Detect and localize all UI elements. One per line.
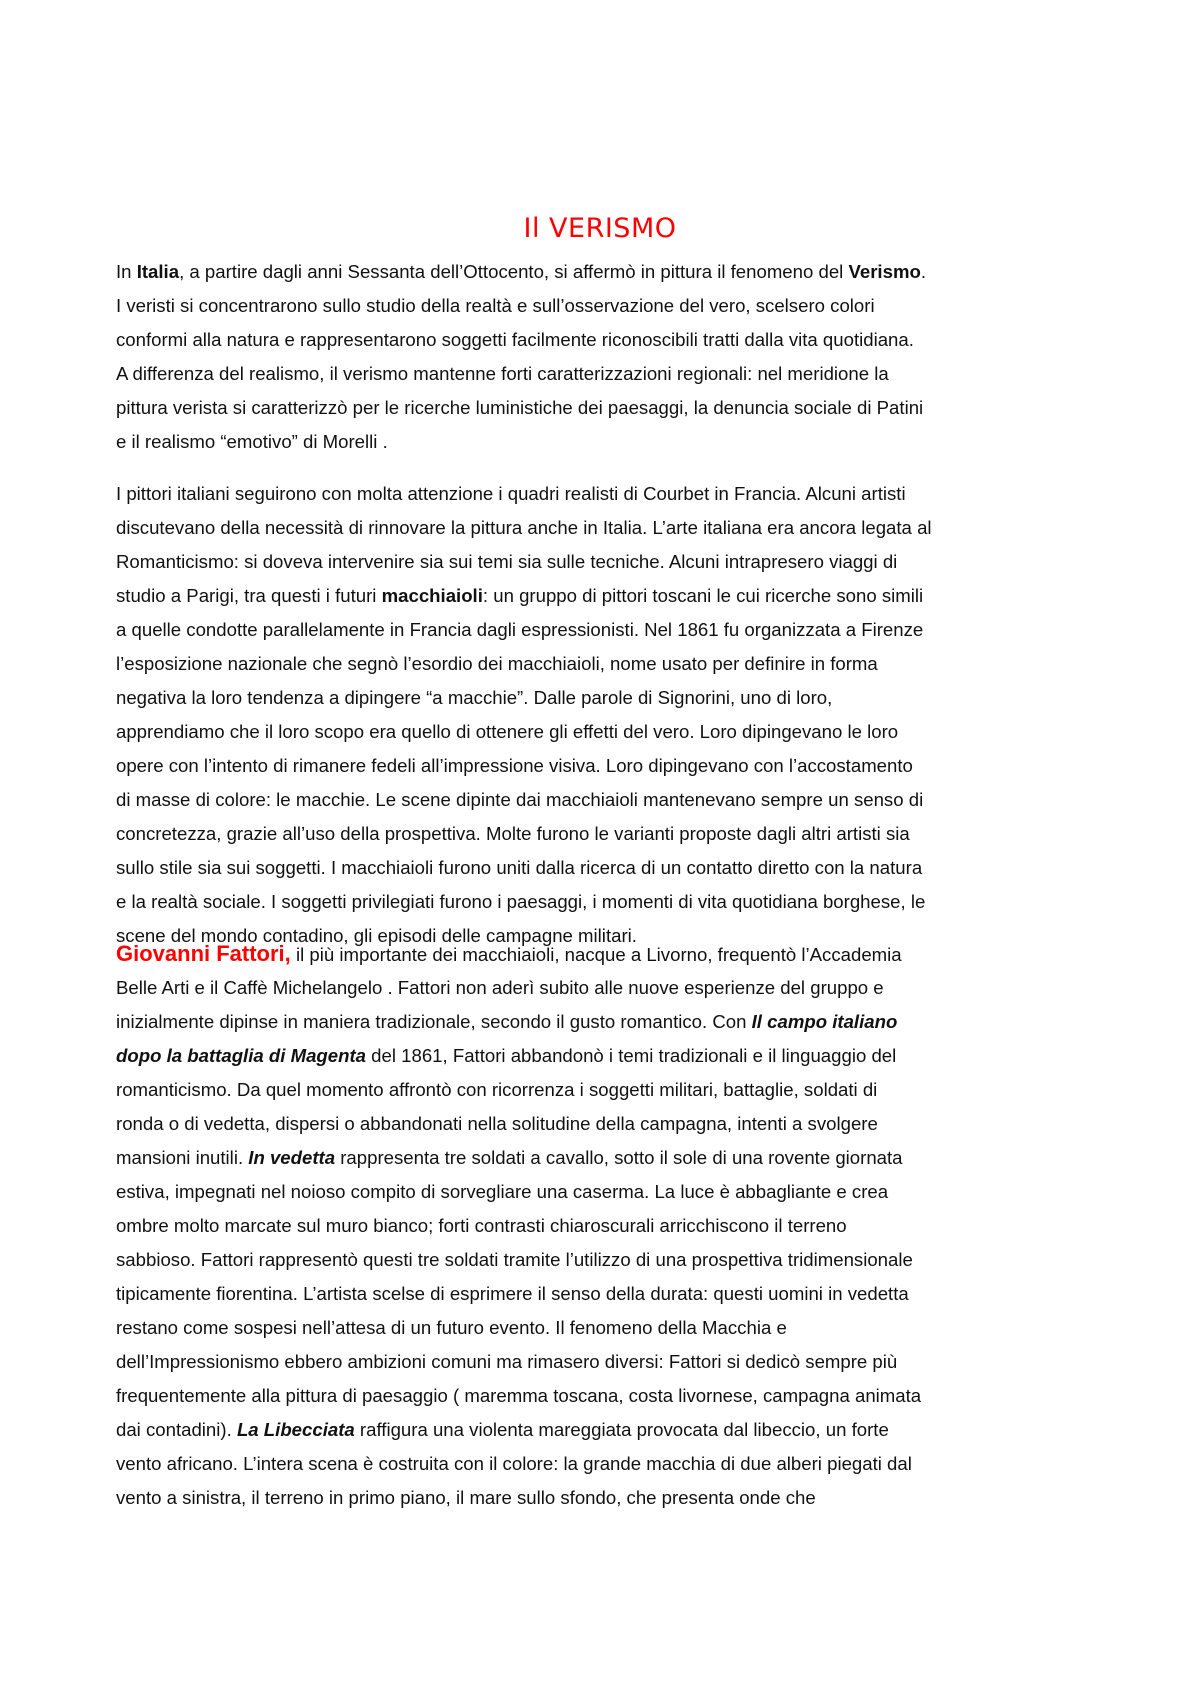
text-line (116, 817, 1096, 851)
text-line (116, 425, 1096, 459)
text-line (116, 937, 1096, 971)
text-segment: di masse di colore: le macchie. Le scene dipinte dai macchiaioli mantenevano sempre un senso di (116, 789, 924, 810)
text-segment: romanticismo. Da quel momento affrontò con ricorrenza i soggetti militari, battaglie, soldati di (116, 1079, 878, 1100)
text-line (116, 1277, 1096, 1311)
text-segment: studio a Parigi, tra questi i futuri (116, 585, 382, 606)
text-line (116, 715, 1096, 749)
text-segment: restano come sospesi nell’attesa di un futuro evento. Il fenomeno della Macchia e (116, 1317, 787, 1338)
emphasis-text: Il campo italiano (751, 1011, 898, 1032)
text-line (116, 783, 1096, 817)
text-line (116, 1175, 1096, 1209)
text-line (116, 1311, 1096, 1345)
text-segment: : un gruppo di pittori toscani le cui ricerche sono simili (482, 585, 924, 606)
text-line (116, 647, 1096, 681)
text-segment: mansioni inutili. (116, 1147, 249, 1168)
text-segment: Belle Arti e il Caffè Michelangelo . Fattori non aderì subito alle nuove esperienze del gruppo e (116, 977, 884, 998)
text-line (116, 289, 1096, 323)
text-line (116, 1413, 1096, 1447)
text-line (116, 1243, 1096, 1277)
text-segment: raffigura una violenta mareggiata provocata dal libeccio, un forte (354, 1419, 889, 1440)
text-line (116, 613, 1096, 647)
text-line (116, 255, 1096, 289)
emphasis-text: Giovanni Fattori, (116, 941, 291, 966)
text-line (116, 1107, 1096, 1141)
text-line (116, 391, 1096, 425)
text-segment: vento a sinistra, il terreno in primo piano, il mare sullo sfondo, che presenta onde che (116, 1487, 816, 1508)
emphasis-text: Italia (136, 261, 180, 282)
text-line (116, 511, 1096, 545)
text-segment: dell’Impressionismo ebbero ambizioni comuni ma rimasero diversi: Fattori si dedicò sempre più (116, 1351, 898, 1372)
text-segment: sabbioso. Fattori rappresentò questi tre soldati tramite l’utilizzo di una prospettiva tridimensionale (116, 1249, 913, 1270)
text-line (116, 1141, 1096, 1175)
text-segment: I pittori italiani seguirono con molta attenzione i quadri realisti di Courbet in Francia. Alcuni artisti (116, 483, 906, 504)
text-segment: estiva, impegnati nel noioso compito di sorvegliare una caserma. La luce è abbagliante e crea (116, 1181, 889, 1202)
text-line (116, 1209, 1096, 1243)
text-segment: , a partire dagli anni Sessanta dell’Ottocento, si affermò in pittura il fenomeno del (179, 261, 849, 282)
text-line (116, 851, 1096, 885)
text-segment: e la realtà sociale. I soggetti privilegiati furono i paesaggi, i momenti di vita quotidiana borghese, le (116, 891, 926, 912)
text-line (116, 681, 1096, 715)
emphasis-text: macchiaioli (381, 585, 483, 606)
text-segment: . (920, 261, 927, 282)
text-segment: vento africano. L’intera scena è costruita con il colore: la grande macchia di due alberi piegati dal (116, 1453, 912, 1474)
text-segment: scene del mondo contadino, gli episodi delle campagne militari. (116, 925, 637, 946)
text-segment: ronda o di vedetta, dispersi o abbandonati nella solitudine della campagna, intenti a svolgere (116, 1113, 878, 1134)
text-segment: il più importante dei macchiaioli, nacque a Livorno, frequentò l’Accademia (290, 944, 902, 965)
text-segment: e il realismo “emotivo” di Morelli . (116, 431, 388, 452)
emphasis-text: Verismo (848, 261, 921, 282)
text-line (116, 1039, 1096, 1073)
text-line (116, 579, 1096, 613)
paragraph-fattori (116, 937, 1096, 1515)
text-segment: a quelle condotte parallelamente in Francia dagli espressionisti. Nel 1861 fu organizzata a Firenze (116, 619, 924, 640)
text-line (116, 1447, 1096, 1481)
text-line (116, 885, 1096, 919)
text-segment: l’esposizione nazionale che segnò l’esordio dei macchiaioli, nome usato per definire in forma (116, 653, 878, 674)
text-segment: negativa la loro tendenza a dipingere “a macchie”. Dalle parole di Signorini, uno di loro, (116, 687, 833, 708)
text-line (116, 323, 1096, 357)
text-line (116, 1481, 1096, 1515)
text-line (116, 971, 1096, 1005)
text-segment: conformi alla natura e rappresentarono soggetti facilmente riconoscibili tratti dalla vita quotidiana. (116, 329, 914, 350)
text-segment: dai contadini). (116, 1419, 237, 1440)
text-line (116, 477, 1096, 511)
text-segment: ombre molto marcate sul muro bianco; forti contrasti chiaroscurali arricchiscono il terreno (116, 1215, 847, 1236)
text-segment: concretezza, grazie all’uso della prospettiva. Molte furono le varianti proposte dagli altri artisti sia (116, 823, 910, 844)
text-segment: discutevano della necessità di rinnovare la pittura anche in Italia. L’arte italiana era ancora legata al (116, 517, 932, 538)
text-segment: pittura verista si caratterizzò per le ricerche luministiche dei paesaggi, la denuncia sociale di Patini (116, 397, 924, 418)
paragraph-macchiaioli (116, 477, 1096, 953)
text-line (116, 749, 1096, 783)
text-segment: rappresenta tre soldati a cavallo, sotto il sole di una rovente giornata (335, 1147, 903, 1168)
text-segment: apprendiamo che il loro scopo era quello di ottenere gli effetti del vero. Loro dipingevano le loro (116, 721, 899, 742)
text-line (116, 357, 1096, 391)
text-line (116, 1005, 1096, 1039)
text-line (116, 1073, 1096, 1107)
text-segment: tipicamente fiorentina. L’artista scelse di esprimere il senso della durata: questi uomini in vedetta (116, 1283, 909, 1304)
emphasis-text: In vedetta (248, 1147, 336, 1168)
text-segment: I veristi si concentrarono sullo studio della realtà e sull’osservazione del vero, scelsero colori (116, 295, 875, 316)
text-segment: A differenza del realismo, il verismo mantenne forti caratterizzazioni regionali: nel meridione la (116, 363, 889, 384)
emphasis-text: La Libecciata (236, 1419, 355, 1440)
text-segment: opere con l’intento di rimanere fedeli all’impressione visiva. Loro dipingevano con l’accostamento (116, 755, 913, 776)
text-segment: del 1861, Fattori abbandonò i temi tradizionali e il linguaggio del (366, 1045, 897, 1066)
text-line (116, 545, 1096, 579)
text-segment: sullo stile sia sui soggetti. I macchiaioli furono uniti dalla ricerca di un contatto diretto con la natura (116, 857, 923, 878)
text-segment: Romanticismo: si doveva intervenire sia sui temi sia sulle tecniche. Alcuni intrapresero viaggi di (116, 551, 898, 572)
text-line (116, 1379, 1096, 1413)
paragraph-intro (116, 255, 1096, 459)
page-title: Il VERISMO (523, 213, 677, 245)
text-segment: inizialmente dipinse in maniera tradizionale, secondo il gusto romantico. Con (116, 1011, 752, 1032)
text-segment: In (116, 261, 137, 282)
text-segment: frequentemente alla pittura di paesaggio ( maremma toscana, costa livornese, campagna animata (116, 1385, 922, 1406)
emphasis-text: dopo la battaglia di Magenta (116, 1045, 366, 1066)
text-line (116, 1345, 1096, 1379)
